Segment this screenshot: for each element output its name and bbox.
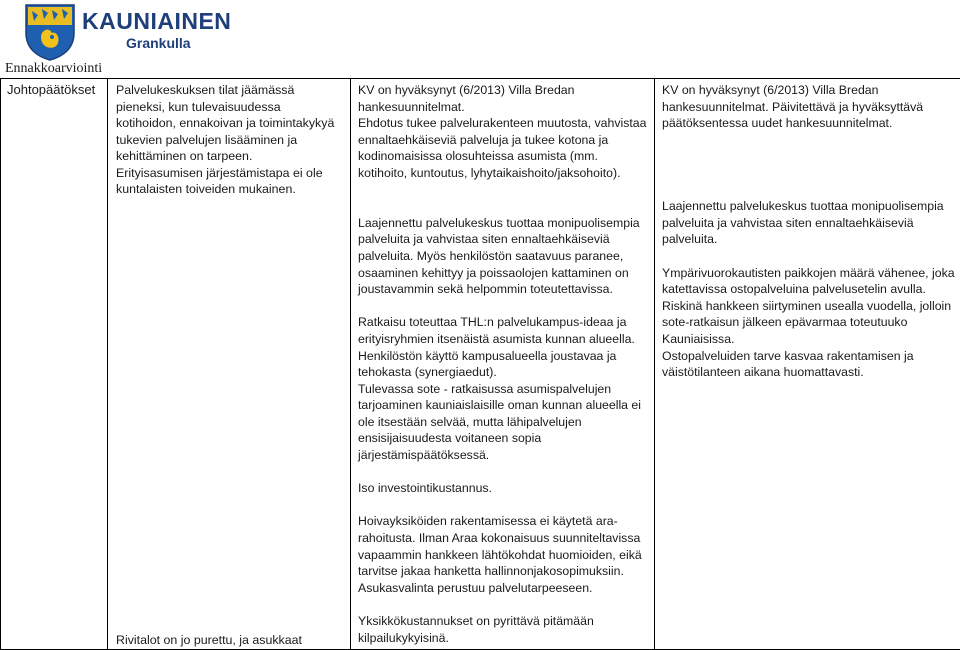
row-label: Johtopäätökset: [1, 79, 107, 101]
alternative-effects-cell: [655, 79, 960, 650]
paragraph: Ympärivuorokautisten paikkojen määrä vähenee, joka katettavissa ostopalveluina palvelusetelin avulla.: [662, 265, 957, 298]
current-state-text: Palvelukeskuksen tilat jäämässä pieneksi, kun tulevaisuudessa kotihoidon, ennakoivan ja toimintakykyä tukevien palvelujen lisääminen ja kehittäminen on tarpeen. Erityisasumisen järjestämistapa ei ole kuntalaisten toiveiden mukainen.: [108, 79, 350, 201]
alternative-effects-text: [655, 79, 960, 384]
paragraph: Ostopalveluiden tarve kasvaa rakentamisen ja väistötilanteen aikana huomattavasti.: [662, 348, 957, 381]
paragraph: KV on hyväksynyt (6/2013) Villa Bredan hankesuunnitelmat.: [358, 82, 647, 115]
table-row: [1, 79, 960, 650]
paragraph: Yksikkökustannukset on pyrittävä pitämään kilpailukykyisinä.: [358, 613, 647, 646]
kauniainen-coat-of-arms-icon: [22, 3, 78, 61]
paragraph: KV on hyväksynyt (6/2013) Villa Bredan hankesuunnitelmat. Päivitettävä ja hyväksyttävä päätöksentessa uudet hankesuunnitelmat.: [662, 82, 957, 132]
page-header: [0, 0, 960, 78]
paragraph: Ratkaisu toteuttaa THL:n palvelukampus-ideaa ja erityisryhmien itsenäistä asumista kunnan alueella. Henkilöstön käyttö kampusalueella joustavaa ja tehokasta (synergiaedut).: [358, 314, 647, 380]
brand-sub: Grankulla: [126, 34, 231, 52]
assessment-table: [0, 78, 960, 650]
brand: [82, 8, 231, 52]
current-state-cell: [108, 79, 351, 650]
paragraph: Riskinä hankkeen siirtyminen usealla vuodella, jolloin sote-ratkaisun jälkeen epävarmaa toteutuuko Kauniaisissa.: [662, 298, 957, 348]
paragraph: Laajennettu palvelukeskus tuottaa monipuolisempia palveluita ja vahvistaa siten ennaltaehkäiseviä palveluita. Myös henkilöstön saatavuus paranee, osaaminen kehittyy ja poissaolojen kattaminen on joustavammin sekä helpommin toteutettavissa.: [358, 215, 647, 298]
paragraph: Hoivayksiköiden rakentamisessa ei käytetä ara-rahoitusta. Ilman Araa kokonaisuus suunniteltavissa vapaammin hankkeen lähtökohdat huomioiden, eikä tarvitse jakaa hanketta hallinnonjakosopimuksiin. Asukasvalinta perustuu palvelutarpeeseen.: [358, 513, 647, 596]
current-state-footer: Rivitalot on jo purettu, ja asukkaat: [116, 633, 302, 647]
row-label-cell: [1, 79, 108, 650]
document-title: Ennakkoarviointi: [5, 61, 102, 77]
proposal-effects-cell: [351, 79, 655, 650]
paragraph: Laajennettu palvelukeskus tuottaa monipuolisempia palveluita ja vahvistaa siten ennaltaehkäiseviä palveluita.: [662, 198, 957, 248]
paragraph: Iso investointikustannus.: [358, 480, 647, 497]
proposal-effects-text: [351, 79, 654, 649]
paragraph: Tulevassa sote - ratkaisussa asumispalvelujen tarjoaminen kauniaislaisille oman kunnan alueella ei ole itsestään selvää, mutta lähipalvelujen ensisijaisuudesta voitaneen sopia järjestämispäätöksessä.: [358, 381, 647, 464]
brand-name: KAUNIAINEN: [82, 8, 231, 34]
paragraph: Ehdotus tukee palvelurakenteen muutosta, vahvistaa ennaltaehkäiseviä palveluja ja tukee kotona ja kodinomaisissa olosuhteissa asumista (mm. kotihoito, kuntoutus, lyhytaikaishoito/jaksohoito).: [358, 115, 647, 181]
